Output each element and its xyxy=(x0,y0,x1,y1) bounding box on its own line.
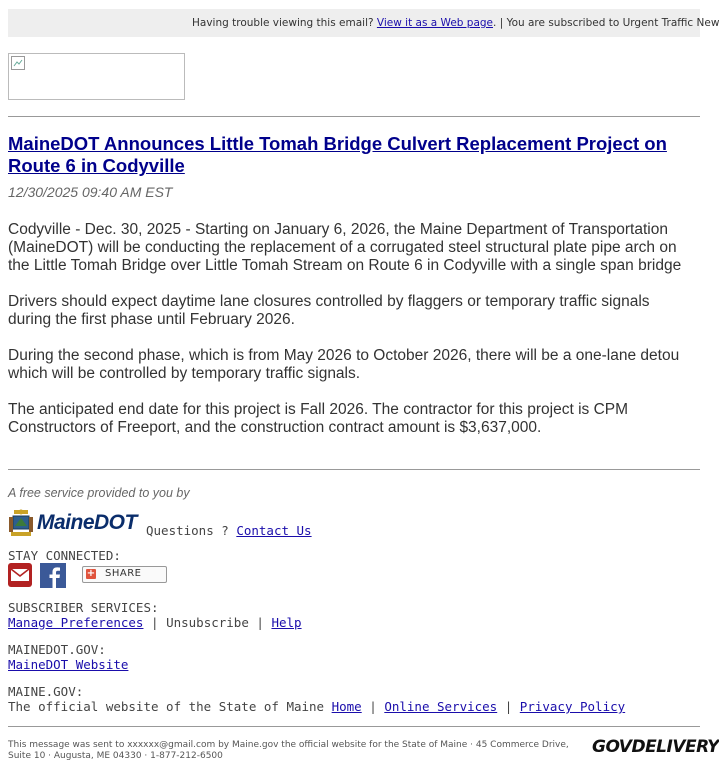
facebook-icon[interactable] xyxy=(40,563,66,588)
article-paragraph xyxy=(8,347,708,383)
paragraph-line: The anticipated end date for this project is Fall 2026. The contractor for this project is CPM xyxy=(8,401,629,418)
divider xyxy=(8,469,700,470)
free-service-text: A free service provided to you by xyxy=(8,486,190,500)
trouble-viewing-text: Having trouble viewing this email? xyxy=(192,17,374,29)
subscribed-text: . | You are subscribed to Urgent Traffic New xyxy=(493,17,719,29)
subscriber-services-label: SUBSCRIBER SERVICES: xyxy=(8,600,159,615)
home-link[interactable]: Home xyxy=(331,699,362,714)
header-image-placeholder xyxy=(8,53,185,100)
official-site-text: The official website of the State of Maine xyxy=(8,699,325,714)
article-paragraph xyxy=(8,221,708,275)
maine-seal-icon xyxy=(8,508,34,538)
mainedot-logo[interactable] xyxy=(8,508,137,540)
mainedot-website-line xyxy=(8,657,128,672)
mainedot-gov-label: MAINEDOT.GOV: xyxy=(8,642,106,657)
paragraph-line: the Little Tomah Bridge over Little Tomah Stream on Route 6 in Codyville with a single span bridge xyxy=(8,257,682,274)
paragraph-line: during the first phase until February 2026. xyxy=(8,311,295,328)
contact-us-link[interactable]: Contact Us xyxy=(236,523,312,538)
broken-image-icon xyxy=(11,56,25,70)
article-paragraph xyxy=(8,293,708,329)
stay-connected-label: STAY CONNECTED: xyxy=(8,548,121,563)
view-web-page-link[interactable]: View it as a Web page xyxy=(376,17,494,29)
divider xyxy=(8,116,700,117)
top-banner xyxy=(8,9,719,37)
paragraph-line: (MaineDOT) will be conducting the replacement of a corrugated steel structural plate pipe arch on xyxy=(8,239,677,256)
article-title xyxy=(8,133,700,177)
paragraph-line: Codyville - Dec. 30, 2025 - Starting on January 6, 2026, the Maine Department of Transportation xyxy=(8,221,668,238)
help-link[interactable]: Help xyxy=(271,615,302,630)
subscriber-links: Manage Preferences | Unsubscribe | Help xyxy=(8,615,302,630)
questions-line xyxy=(146,523,312,538)
article-title-link[interactable]: MaineDOT Announces Little Tomah Bridge Culvert Replacement Project on Route 6 in Codyville xyxy=(8,133,667,176)
article-date: 12/30/2025 09:40 AM EST xyxy=(8,184,173,200)
divider xyxy=(8,726,700,727)
maine-gov-label: MAINE.GOV: xyxy=(8,684,84,699)
questions-label: Questions ? xyxy=(146,523,229,538)
mainedot-website-link[interactable]: MaineDOT Website xyxy=(8,657,129,672)
unsubscribe-link[interactable]: Unsubscribe xyxy=(166,615,249,630)
paragraph-line: which will be controlled by temporary traffic signals. xyxy=(8,365,361,382)
paragraph-line: Constructors of Freeport, and the construction contract amount is $3,637,000. xyxy=(8,419,542,436)
article-paragraph xyxy=(8,401,708,437)
paragraph-line: Drivers should expect daytime lane closures controlled by flaggers or temporary traffic signals xyxy=(8,293,650,310)
plus-icon: + xyxy=(86,568,96,579)
share-button[interactable] xyxy=(82,566,167,583)
govdelivery-logo[interactable]: GOVDELIVERY xyxy=(592,737,719,757)
maine-gov-links: The official website of the State of Maine Home | Online Services | Privacy Policy xyxy=(8,699,626,714)
fine-print: This message was sent to xxxxxx@gmail.com by Maine.gov the official website for the State of Maine · 45 Commerce Drive, Suite 10 · Augusta, ME 04330 · 1-877-212-6500 xyxy=(8,740,569,761)
manage-preferences-link[interactable]: Manage Preferences xyxy=(8,615,144,630)
share-label: SHARE xyxy=(105,568,142,579)
email-icon[interactable] xyxy=(8,563,32,587)
online-services-link[interactable]: Online Services xyxy=(384,699,498,714)
paragraph-line: During the second phase, which is from May 2026 to October 2026, there will be a one-lane detou xyxy=(8,347,680,364)
mainedot-brand-text: MaineDOT xyxy=(37,511,137,534)
privacy-policy-link[interactable]: Privacy Policy xyxy=(519,699,626,714)
